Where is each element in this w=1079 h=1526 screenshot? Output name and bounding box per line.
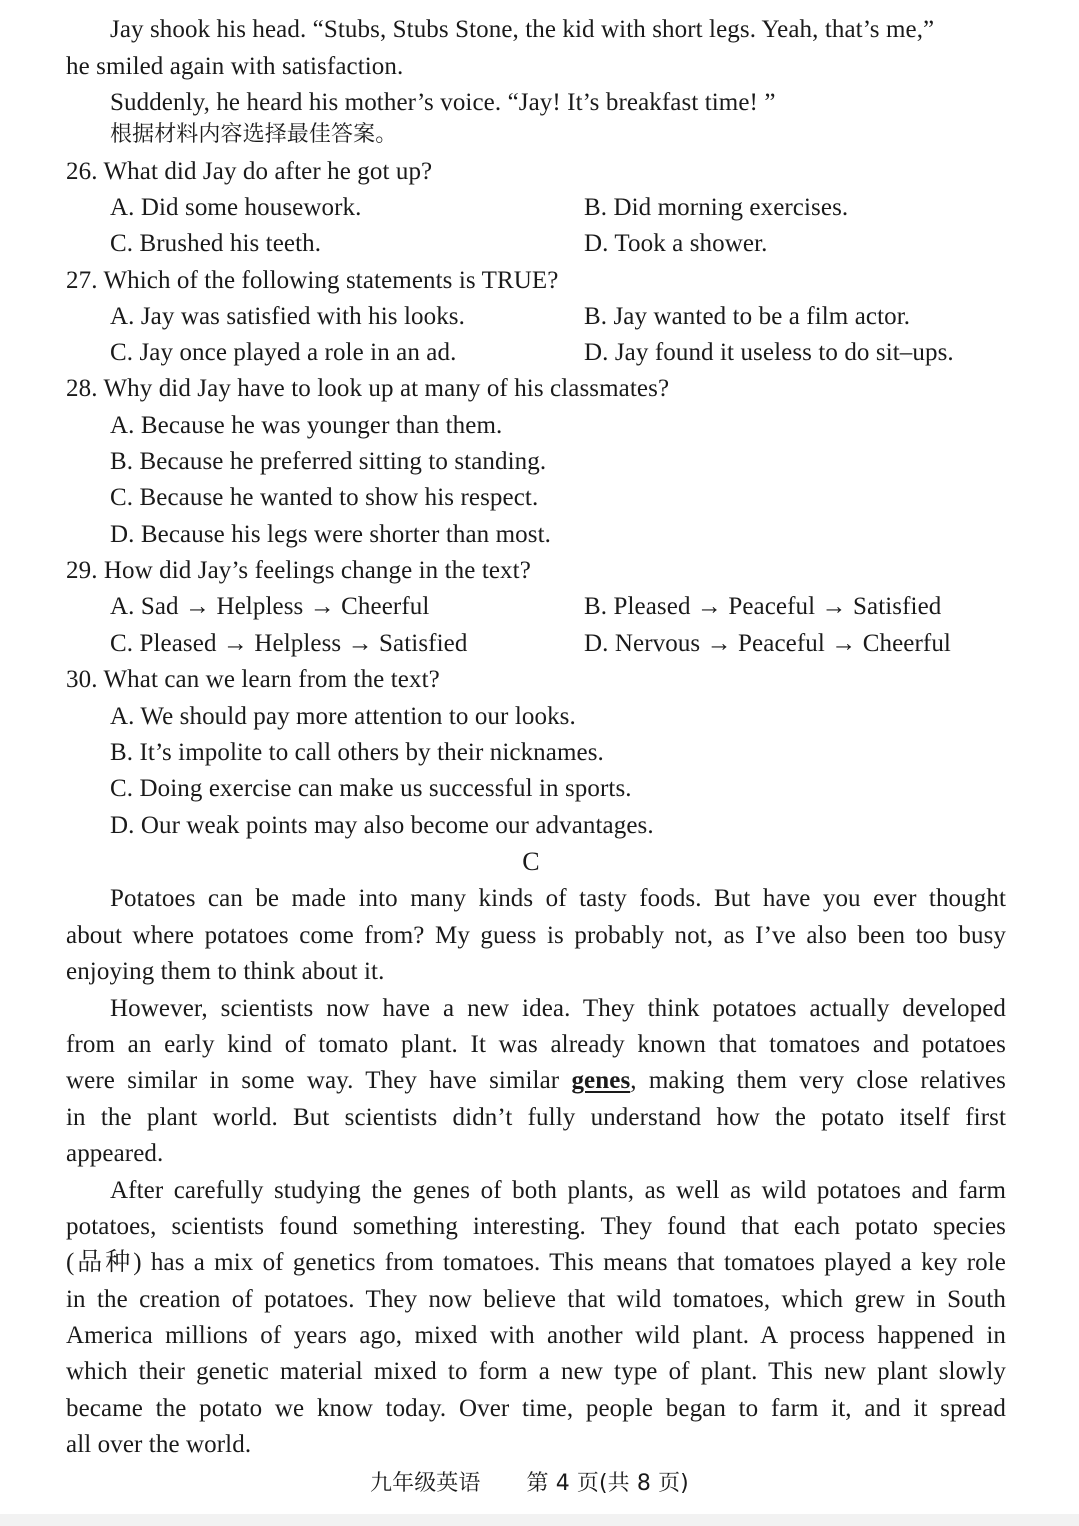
paragraph-line: in the plant world. But scientists didn’t fully understand how the potato itself first — [66, 1104, 1006, 1131]
paragraph-line: from an early kind of tomato plant. It was already known that tomatoes and potatoes — [66, 1031, 1006, 1058]
question-29-stem: 29. How did Jay’s feelings change in the text? — [66, 557, 531, 584]
instruction: 根据材料内容选择最佳答案。 — [110, 122, 398, 147]
option-30-c: C. Doing exercise can make us successful in sports. — [110, 775, 632, 802]
paragraph-line: appeared. — [66, 1140, 164, 1167]
passage-b-line: Jay shook his head. “Stubs, Stubs Stone, the kid with short legs. Yeah, that’s me,” — [110, 16, 935, 43]
option-26-c: C. Brushed his teeth. — [110, 230, 322, 257]
question-26-stem: 26. What did Jay do after he got up? — [66, 158, 433, 185]
option-30-a: A. We should pay more attention to our looks. — [110, 703, 576, 730]
option-26-b: B. Did morning exercises. — [584, 194, 849, 221]
paragraph-line: in the creation of potatoes. They now believe that wild tomatoes, which grew in South — [66, 1286, 1006, 1313]
paragraph-line: (品种) has a mix of genetics from tomatoes. This means that tomatoes played a key role — [66, 1249, 1006, 1276]
paragraph-line: enjoying them to think about it. — [66, 958, 385, 985]
page-footer — [370, 1466, 689, 1497]
question-28-stem: 28. Why did Jay have to look up at many of his classmates? — [66, 375, 670, 402]
paragraph-text: were similar in some way. They have similar — [66, 1067, 560, 1094]
option-28-b: B. Because he preferred sitting to standing. — [110, 448, 547, 475]
option-29-a: A. Sad → Helpless → Cheerful — [110, 593, 430, 620]
paragraph-line: about where potatoes come from? My guess is probably not, as I’ve also been too busy — [66, 922, 1006, 949]
option-29-b: B. Pleased → Peaceful → Satisfied — [584, 593, 942, 620]
page-bottom-edge — [0, 1514, 1079, 1526]
option-28-a: A. Because he was younger than them. — [110, 412, 503, 439]
section-heading-c: C — [522, 847, 540, 876]
paragraph-line: which their genetic material mixed to form a new type of plant. This new plant slowly — [66, 1358, 1006, 1385]
paragraph-line: However, scientists now have a new idea. They think potatoes actually developed — [110, 995, 1006, 1022]
paragraph-line: After carefully studying the genes of both plants, as well as wild potatoes and farm — [110, 1177, 1006, 1204]
option-28-d: D. Because his legs were shorter than most. — [110, 521, 551, 548]
passage-b-line: he smiled again with satisfaction. — [66, 53, 404, 80]
option-26-a: A. Did some housework. — [110, 194, 362, 221]
option-30-b: B. It’s impolite to call others by their nicknames. — [110, 739, 604, 766]
option-28-c: C. Because he wanted to show his respect. — [110, 484, 539, 511]
paragraph-line: became the potato we know today. Over time, people began to farm it, and it spread — [66, 1395, 1006, 1422]
option-30-d: D. Our weak points may also become our advantages. — [110, 812, 654, 839]
footer-subject: 九年级英语 — [370, 1471, 481, 1496]
option-26-d: D. Took a shower. — [584, 230, 768, 257]
paragraph-line: America millions of years ago, mixed with another wild plant. A process happened in — [66, 1322, 1006, 1349]
paragraph-line: all over the world. — [66, 1431, 252, 1458]
option-27-d: D. Jay found it useless to do sit–ups. — [584, 339, 954, 366]
paragraph-line: potatoes, scientists found something interesting. They found that each potato species — [66, 1213, 1006, 1240]
passage-b-line: Suddenly, he heard his mother’s voice. “Jay! It’s breakfast time! ” — [110, 89, 776, 116]
question-30-stem: 30. What can we learn from the text? — [66, 666, 440, 693]
option-29-d: D. Nervous → Peaceful → Cheerful — [584, 630, 951, 657]
paragraph-line-with-keyword — [66, 1066, 1006, 1096]
option-27-b: B. Jay wanted to be a film actor. — [584, 303, 911, 330]
paragraph-line: Potatoes can be made into many kinds of tasty foods. But have you ever thought — [110, 885, 1006, 912]
footer-page-number: 第 4 页(共 8 页) — [526, 1471, 689, 1496]
option-27-a: A. Jay was satisfied with his looks. — [110, 303, 465, 330]
keyword-genes: genes — [571, 1067, 631, 1094]
question-27-stem: 27. Which of the following statements is TRUE? — [66, 267, 559, 294]
option-27-c: C. Jay once played a role in an ad. — [110, 339, 457, 366]
paragraph-text: , making them very close relatives — [630, 1067, 1006, 1094]
option-29-c: C. Pleased → Helpless → Satisfied — [110, 630, 468, 657]
